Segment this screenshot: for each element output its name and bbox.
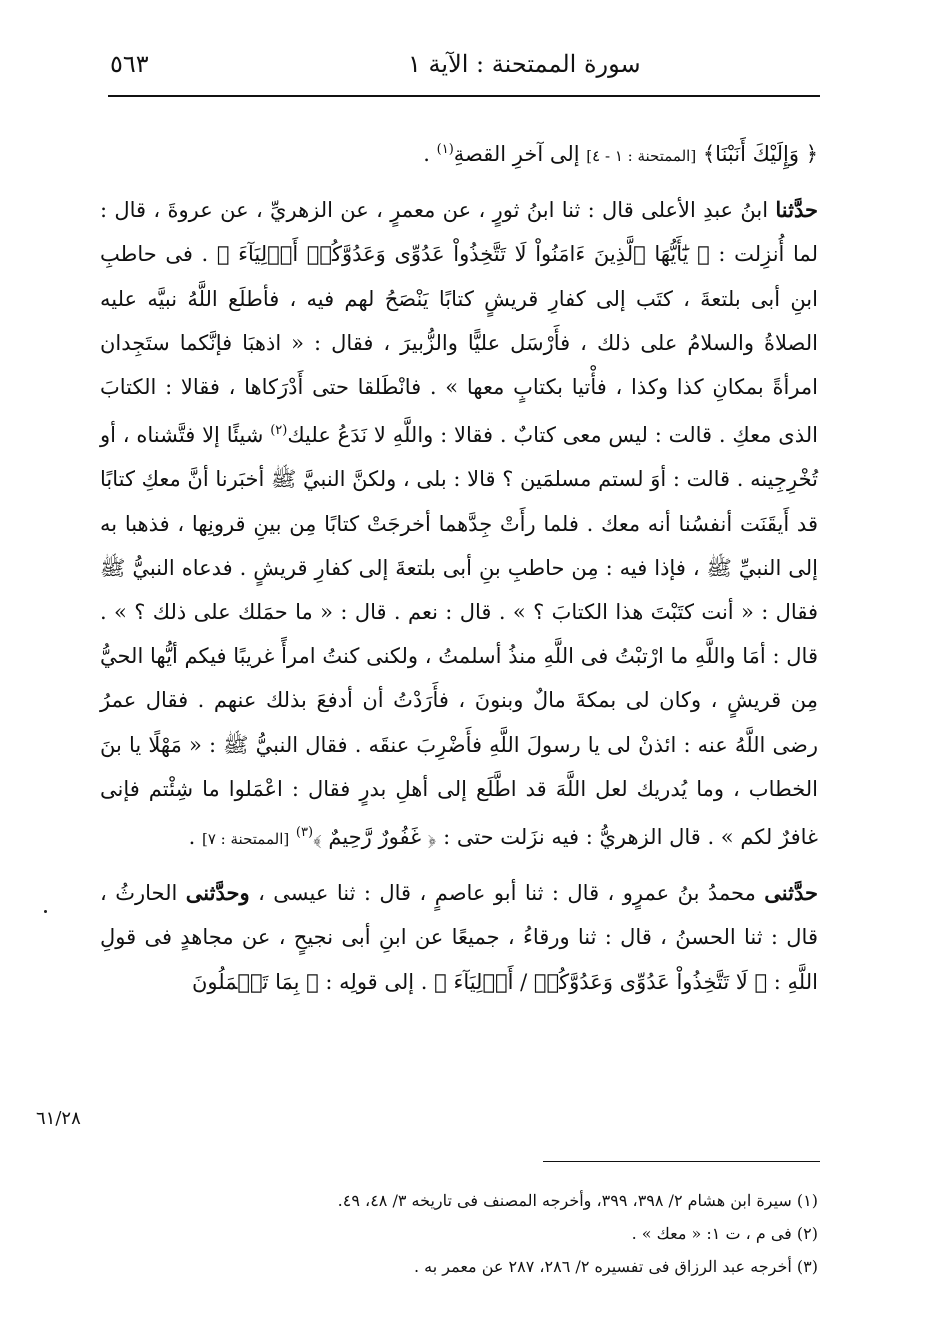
narration-lead: حدَّثنا (775, 197, 818, 223)
quran-verse: ﴿ وَإِلَيْكَ أَنَبْنَا﴾ (702, 142, 818, 166)
paragraph-text: . فى حاطبِ ابنِ أبى بلتعةَ ، كتَب إلى كفارِ قريشٍ كتابًا يَنْصَحُ لهم فيه ، فأطلَع اللَّهُ نبيَّه عليه الصلاةُ والسلامُ على ذلك ، فأَرْسَل عليًّا والزُّبيرَ ، فقال : « اذهبَا فإنَّكما ستَجِدان امرأةً بمكانِ كذا وكذا ، فأْتيا بكتابٍ معها » . فانْطَلقا حتى أَدْرَكاها ، فقالا : الكتابَ الذى معكِ . قالت : ليس معى كتابٌ . فقالا : واللَّهِ لا نَدَعُ عليك (100, 242, 818, 448)
page-number: ٥٦٣ (110, 50, 149, 78)
margin-reference: ٦١/٢٨ (36, 1108, 81, 1129)
footnote-3: (٣) أخرجه عبد الرزاق فى تفسيره ٢/ ٢٨٦، ٢٨٧ عن معمر به . (413, 1257, 818, 1276)
narration-lead: وحدَّثنى (185, 880, 250, 906)
footnote-marker: (٢) (270, 423, 288, 439)
paragraph-2 (100, 188, 818, 861)
header-divider (108, 95, 820, 97)
paragraph-text: الحارثُ ، قال : ثنا الحسنُ ، قال : ثنا ورقاءُ ، جميعًا عن ابنِ أبى نجيحٍ ، عن مجاهدٍ فى قولِ اللَّهِ : (100, 881, 818, 994)
quran-verse: ﴿ يَٰٓأَيُّهَا ٱلَّذِينَ ءَامَنُواْ لَا تَتَّخِذُواْ عَدُوِّى وَعَدُوَّكُمۡ أَوۡلِيَآءَ ﴾ (216, 242, 710, 267)
footnote-divider (543, 1161, 820, 1162)
paragraph-text: . إلى قولِه : (325, 969, 428, 994)
paragraph-text: ابنُ عبدِ الأعلى قال : ثنا ابنُ ثورٍ ، عن معمرٍ ، عن الزهريِّ ، عن عروةَ ، قال : لما أُنزِلت : (100, 198, 818, 267)
verse-reference: [الممتحنة : ١ - ٤] (586, 147, 697, 165)
main-text (100, 128, 818, 1004)
paragraph-text: شيئًا إلا فتَّشناه ، أو تُخْرِجِينه . قالت : أوَ لستم مسلمَين ؟ قالا : بلى ، ولكنَّ النبيَّ ﷺ أخبَرنا أنَّ معكِ كتابًا قد أَيقَنَت أنفسُنا أنه معك . فلما رأَتْ جِدَّهما أخرجَتْ كتابًا مِن بينِ قرونِها ، فذهبا به إلى النبيِّ ﷺ ، فإذا فيه : مِن حاطبِ بنِ أبى بلتعةَ إلى كفارِ قريشٍ . فدعاه النبيُّ ﷺ فقال : « أنت كتَبْتَ هذا الكتابَ ؟ » . قال : نعم . قال : « ما حمَلك على ذلك ؟ » . قال : أمَا واللَّهِ ما ارْتبْتُ فى اللَّهِ منذُ أسلمتُ ، ولكنى كنتُ امرأً غريبًا فيكم أيُّها الحيُّ مِن قريشٍ ، وكان لى بمكةَ مالٌ وبنونَ ، فأَرَدْتُ أن أدفعَ بذلك عنهم . فقال عمرُ رضى اللَّهُ عنه : ائذنْ لى يا رسولَ اللَّهِ فأَضْرِبَ عنقَه . فقال النبيُّ ﷺ : « مَهْلًا يا بنَ الخطاب ، وما يُدريك لعل اللَّهَ قد اطَّلَع إلى أهلِ بدرٍ فقال : اعْمَلوا ما شِئْتم فإنى غافرٌ لكم » . قال الزهريُّ : فيه نزَلت حتى : (100, 423, 818, 850)
surah-title: سورة الممتحنة : الآية ١ (408, 50, 641, 78)
paragraph-1 (100, 128, 818, 178)
footnote-marker: (٣) (295, 825, 314, 841)
quran-verse: ﴿ لَا تَتَّخِذُواْ عَدُوِّى وَعَدُوَّكُمۡ / أَوۡلِيَآءَ ﴾ (434, 969, 768, 994)
paragraph-3 (100, 871, 818, 1004)
print-speck (44, 910, 47, 913)
paragraph-end: . (423, 142, 430, 166)
footnote-2: (٢) فى م ، ت ١: « معك » . (631, 1224, 818, 1243)
paragraph-text: محمدُ بنُ عمرٍو ، قال : ثنا أبو عاصمٍ ، قال : ثنا عيسى ، (258, 881, 756, 906)
footnote-marker: (١) (436, 142, 454, 157)
paragraph-end: . (188, 825, 196, 850)
paragraph-text: إلى آخرِ القصةِ (453, 142, 580, 166)
quran-verse: ﴿ غَفُورٌ رَّحِيمٌ ﴾ (313, 825, 437, 850)
footnotes (100, 1184, 818, 1283)
verse-reference: [الممتحنة : ٧] (201, 830, 290, 849)
narration-lead: حدَّثنى (764, 880, 818, 906)
running-header (108, 48, 820, 88)
quran-verse: ﴿ بِمَا تَعۡمَلُونَ (191, 969, 319, 994)
footnote-1: (١) سيرة ابن هشام ٢/ ٣٩٨، ٣٩٩، وأخرجه المصنف فى تاريخه ٣/ ٤٨، ٤٩. (337, 1191, 818, 1210)
